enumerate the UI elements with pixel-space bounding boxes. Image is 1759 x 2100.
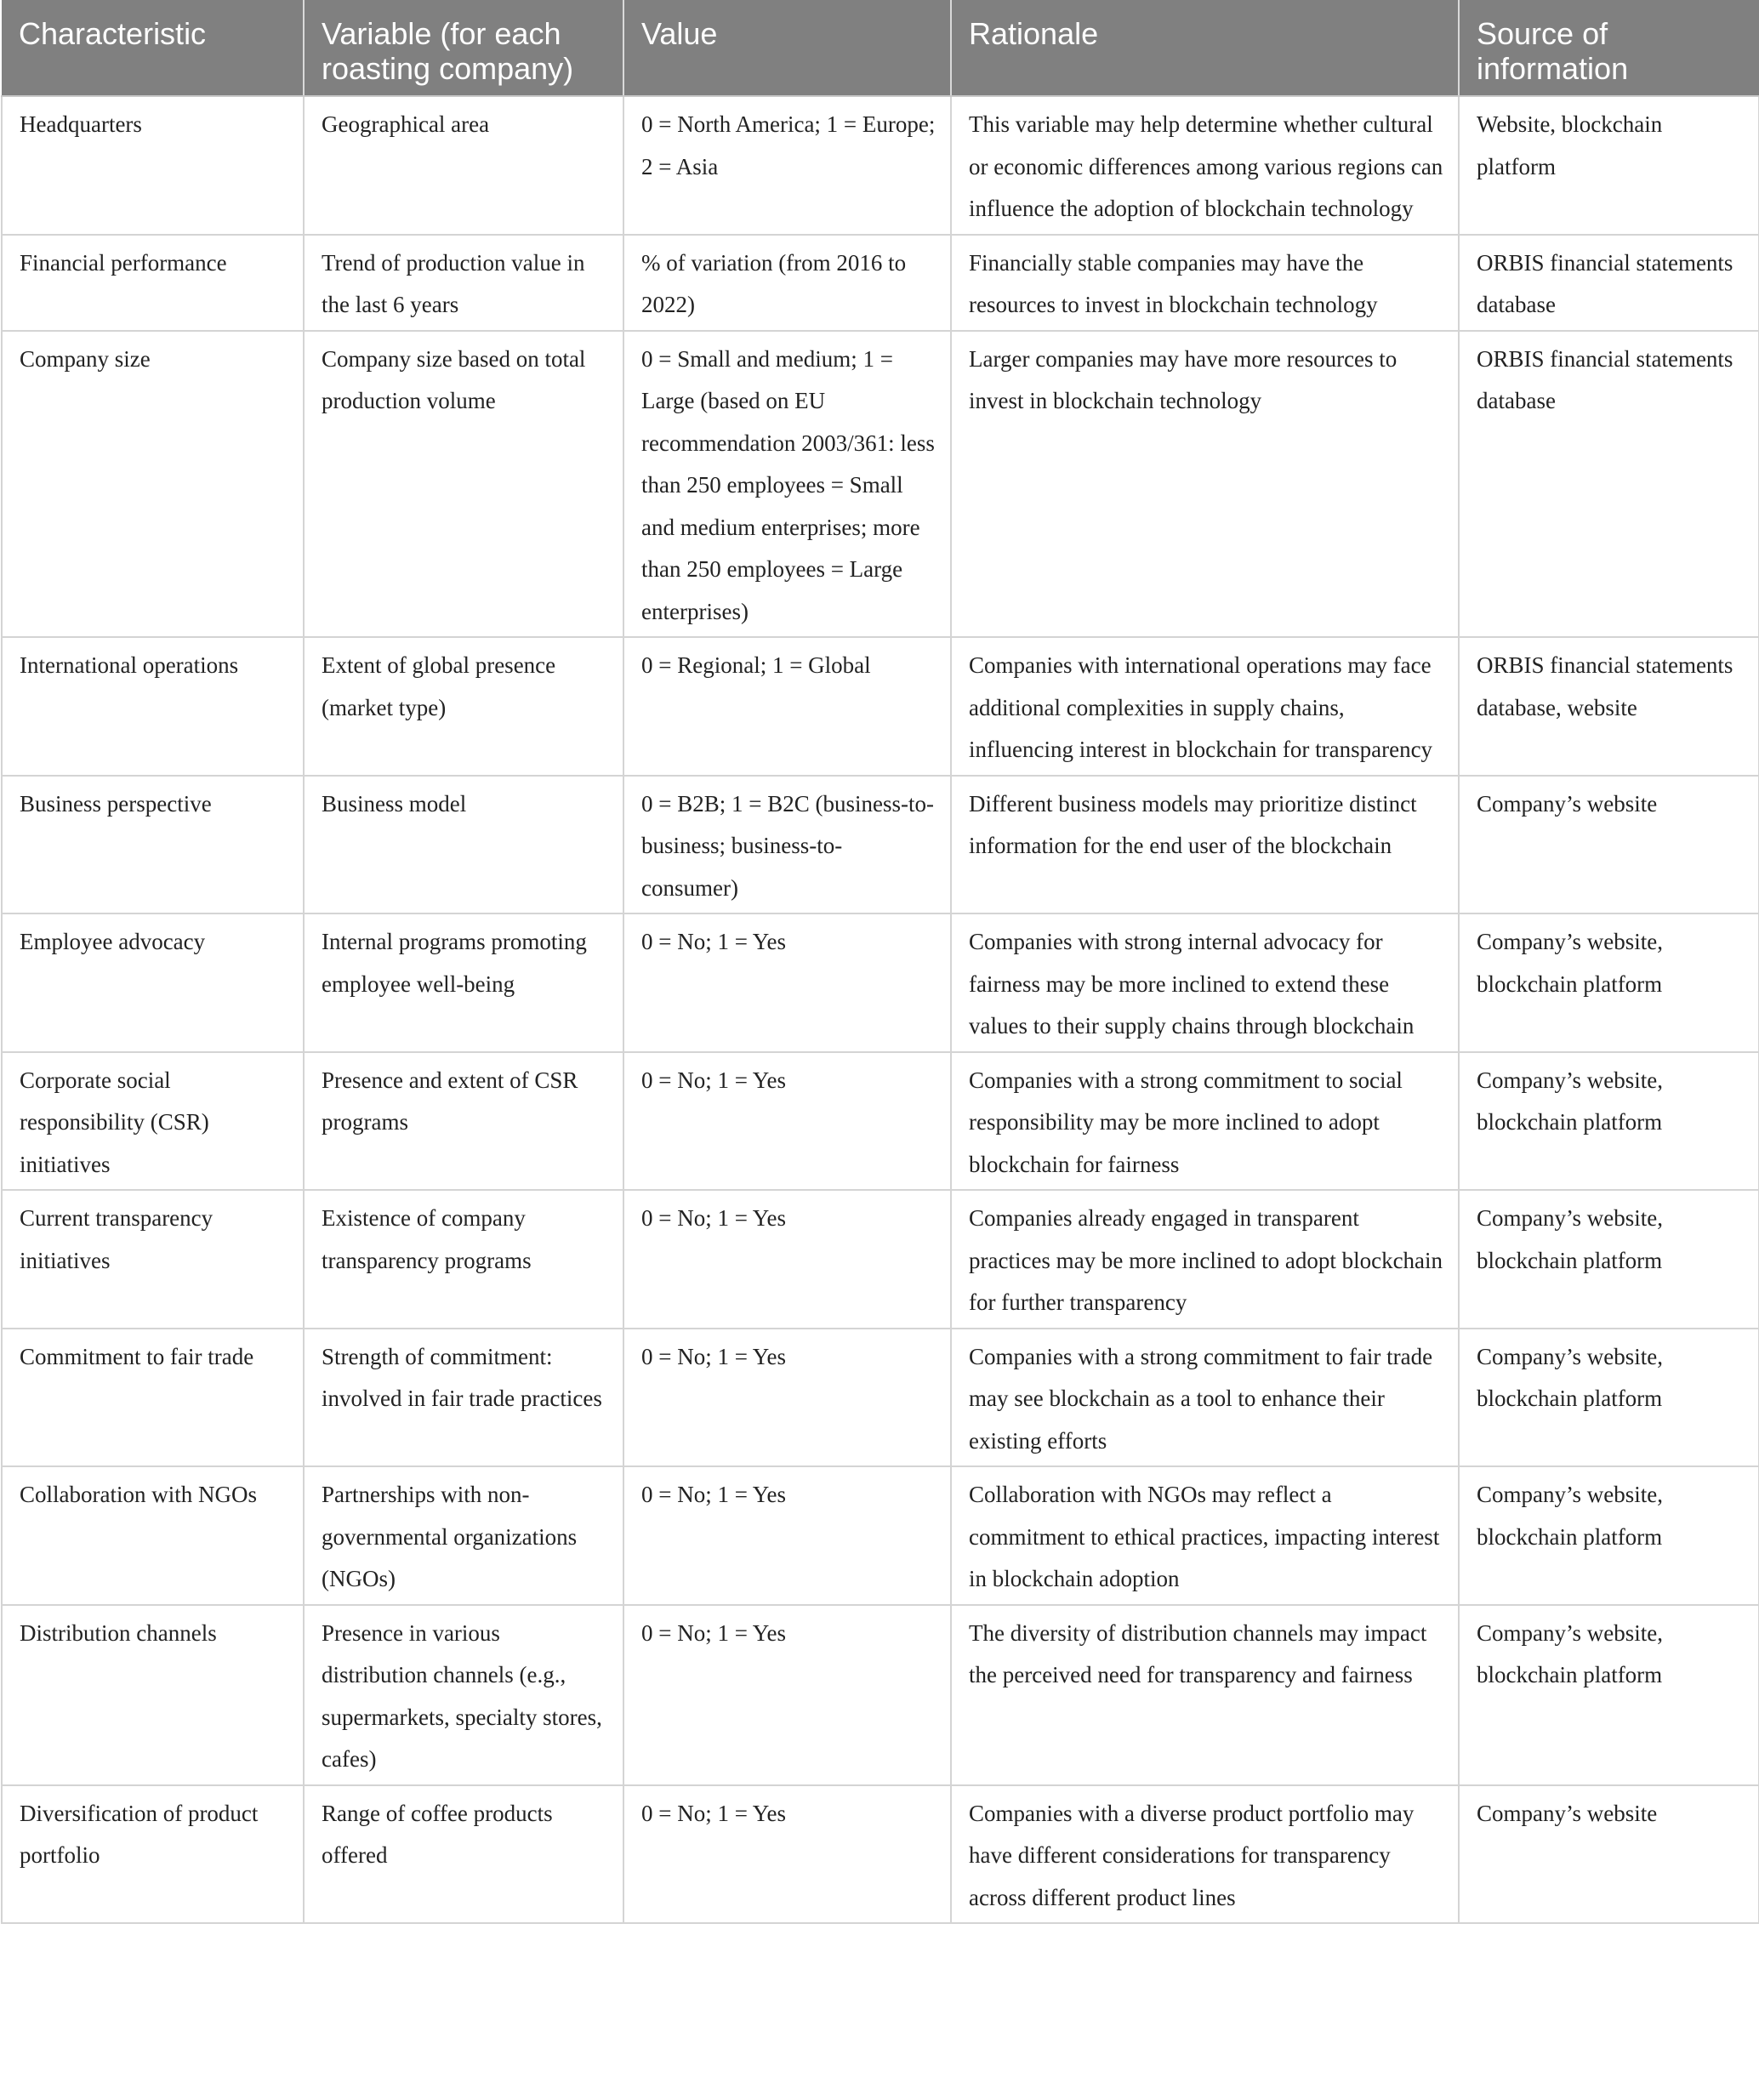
cell-rationale: Larger companies may have more resources to invest in blockchain technology [951,331,1459,638]
cell-rationale: Companies with international operations may face additional complexities in supply chains, influencing interest in blockchain for transparency [951,637,1459,776]
cell-value: 0 = No; 1 = Yes [623,1190,951,1329]
cell-source: Website, blockchain platform [1459,96,1759,235]
cell-source: Company’s website, blockchain platform [1459,1466,1759,1605]
cell-characteristic: International operations [2,637,304,776]
cell-rationale: Companies with strong internal advocacy for fairness may be more inclined to extend these values to their supply chains through blockchain [951,913,1459,1052]
cell-value: 0 = Regional; 1 = Global [623,637,951,776]
cell-variable: Company size based on total production volume [304,331,623,638]
cell-variable: Existence of company transparency programs [304,1190,623,1329]
cell-variable: Extent of global presence (market type) [304,637,623,776]
table-row [2,1329,1759,1467]
cell-rationale: Companies already engaged in transparent practices may be more inclined to adopt blockchain for further transparency [951,1190,1459,1329]
table-row [2,331,1759,638]
cell-characteristic: Collaboration with NGOs [2,1466,304,1605]
table-row [2,1785,1759,1924]
cell-rationale: This variable may help determine whether cultural or economic differences among various regions can influence the adoption of blockchain technology [951,96,1459,235]
cell-source: ORBIS financial statements database [1459,235,1759,331]
characteristics-table [1,0,1759,1924]
table-row [2,1605,1759,1785]
cell-characteristic: Headquarters [2,96,304,235]
cell-characteristic: Financial performance [2,235,304,331]
cell-rationale: Companies with a strong commitment to social responsibility may be more inclined to adopt blockchain for fairness [951,1052,1459,1191]
cell-value: 0 = Small and medium; 1 = Large (based on EU recommendation 2003/361: less than 250 employees = Small and medium enterprises; more than 250 employees = Large enterprises) [623,331,951,638]
cell-characteristic: Corporate social responsibility (CSR) initiatives [2,1052,304,1191]
table-row [2,1190,1759,1329]
cell-rationale: Companies with a strong commitment to fair trade may see blockchain as a tool to enhance their existing efforts [951,1329,1459,1467]
cell-source: Company’s website, blockchain platform [1459,913,1759,1052]
table-body [2,96,1759,1923]
cell-rationale: The diversity of distribution channels may impact the perceived need for transparency and fairness [951,1605,1459,1785]
table-row [2,1052,1759,1191]
cell-value: 0 = No; 1 = Yes [623,1052,951,1191]
header-source: Source of information [1459,0,1759,96]
cell-value: % of variation (from 2016 to 2022) [623,235,951,331]
cell-variable: Range of coffee products offered [304,1785,623,1924]
cell-value: 0 = No; 1 = Yes [623,1605,951,1785]
cell-characteristic: Diversification of product portfolio [2,1785,304,1924]
cell-characteristic: Employee advocacy [2,913,304,1052]
cell-value: 0 = North America; 1 = Europe; 2 = Asia [623,96,951,235]
cell-variable: Geographical area [304,96,623,235]
cell-rationale: Different business models may prioritize distinct information for the end user of the blockchain [951,776,1459,914]
cell-variable: Partnerships with non-governmental organizations (NGOs) [304,1466,623,1605]
table-row [2,235,1759,331]
cell-source: Company’s website [1459,1785,1759,1924]
cell-characteristic: Commitment to fair trade [2,1329,304,1467]
header-rationale: Rationale [951,0,1459,96]
cell-source: Company’s website, blockchain platform [1459,1190,1759,1329]
cell-variable: Trend of production value in the last 6 years [304,235,623,331]
header-variable: Variable (for each roasting company) [304,0,623,96]
cell-rationale: Companies with a diverse product portfolio may have different considerations for transparency across different product lines [951,1785,1459,1924]
cell-value: 0 = B2B; 1 = B2C (business-to-business; business-to-consumer) [623,776,951,914]
cell-rationale: Collaboration with NGOs may reflect a commitment to ethical practices, impacting interest in blockchain adoption [951,1466,1459,1605]
table-header [2,0,1759,96]
header-value: Value [623,0,951,96]
cell-characteristic: Business perspective [2,776,304,914]
cell-characteristic: Distribution channels [2,1605,304,1785]
cell-variable: Presence in various distribution channels (e.g., supermarkets, specialty stores, cafes) [304,1605,623,1785]
cell-value: 0 = No; 1 = Yes [623,1785,951,1924]
cell-variable: Presence and extent of CSR programs [304,1052,623,1191]
cell-characteristic: Current transparency initiatives [2,1190,304,1329]
table-row [2,96,1759,235]
cell-source: ORBIS financial statements database, website [1459,637,1759,776]
cell-characteristic: Company size [2,331,304,638]
cell-value: 0 = No; 1 = Yes [623,1466,951,1605]
cell-source: ORBIS financial statements database [1459,331,1759,638]
cell-value: 0 = No; 1 = Yes [623,1329,951,1467]
cell-source: Company’s website, blockchain platform [1459,1329,1759,1467]
cell-variable: Internal programs promoting employee well-being [304,913,623,1052]
cell-source: Company’s website, blockchain platform [1459,1052,1759,1191]
table-row [2,1466,1759,1605]
header-row [2,0,1759,96]
cell-variable: Strength of commitment: involved in fair trade practices [304,1329,623,1467]
cell-value: 0 = No; 1 = Yes [623,913,951,1052]
cell-source: Company’s website [1459,776,1759,914]
table-row [2,913,1759,1052]
header-characteristic: Characteristic [2,0,304,96]
cell-variable: Business model [304,776,623,914]
cell-source: Company’s website, blockchain platform [1459,1605,1759,1785]
table-row [2,776,1759,914]
cell-rationale: Financially stable companies may have the resources to invest in blockchain technology [951,235,1459,331]
table-row [2,637,1759,776]
